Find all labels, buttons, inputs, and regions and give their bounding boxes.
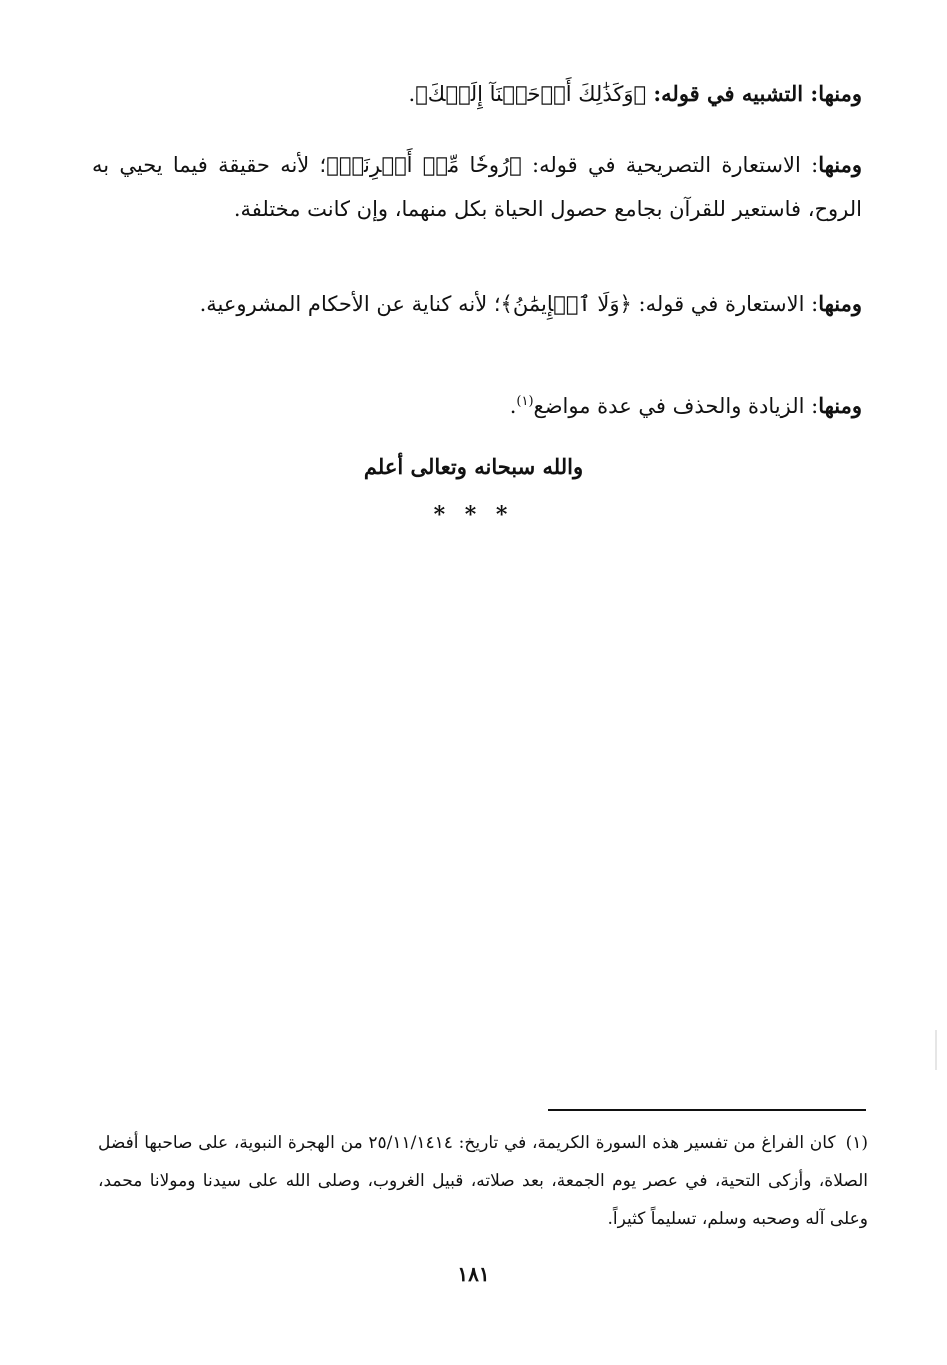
paragraph-text: ؛ لأنه كناية عن الأحكام المشروعية. (199, 292, 501, 316)
footnote-divider (548, 1109, 866, 1111)
scan-artifact (935, 1030, 937, 1070)
paragraph-text: . (509, 394, 517, 418)
paragraph-lead: ومنها (818, 291, 862, 316)
footnote (98, 1124, 868, 1238)
paragraph-intro: : الزيادة والحذف في عدة مواضع (533, 394, 819, 418)
quran-quote: ﴿وَلَا ٱلۡإِيمَٰنُ﴾ (500, 292, 632, 316)
footnote-text: كان الفراغ من تفسير هذه السورة الكريمة، في تاريخ: ٢٥/١١/١٤١٤ من الهجرة النبوية، على صاحبها أفضل الصلاة، وأزكى التحية، في عصر يوم الجمعة، بعد صلاته، قبيل الغروب، وصلى الله على سيدنا ومولانا محمد، وعلى آله وصحبه وسلم، تسليماً كثيراً. (98, 1133, 868, 1229)
paragraph-intro: : التشبيه في قوله: (646, 81, 819, 106)
paragraph-addition-deletion (92, 384, 862, 428)
closing-phrase: والله سبحانه وتعالى أعلم (363, 454, 584, 479)
footnote-marker: (١) (845, 1133, 868, 1153)
paragraph-metaphor (92, 282, 862, 326)
paragraph-lead: ومنها (818, 393, 862, 418)
paragraph-text: ؛ لأنه حقيقة فيما يحيي به الروح، فاستعير للقرآن بجامع حصول الحياة بكل منهما، وإن كانت مختلفة. (92, 153, 862, 221)
section-separator: * * * (433, 502, 514, 528)
paragraph-lead: ومنها (818, 152, 862, 177)
paragraph-explicit-metaphor (92, 143, 862, 231)
paragraph-intro: : الاستعارة التصريحية في قوله: (521, 153, 819, 177)
paragraph-lead: ومنها (818, 81, 862, 106)
quran-quote: ﴿رُوحٗا مِّنۡ أَمۡرِنَاۚ﴾ (326, 153, 522, 177)
page-number: ١٨١ (457, 1262, 490, 1286)
paragraph-intro: : الاستعارة في قوله: (631, 292, 819, 316)
paragraph-text: . (408, 82, 416, 106)
paragraph-simile (92, 72, 862, 116)
quran-quote: ﴿وَكَذَٰلِكَ أَوۡحَيۡنَآ إِلَيۡكَ﴾ (415, 82, 647, 106)
footnote-reference[interactable]: (١) (516, 394, 534, 409)
